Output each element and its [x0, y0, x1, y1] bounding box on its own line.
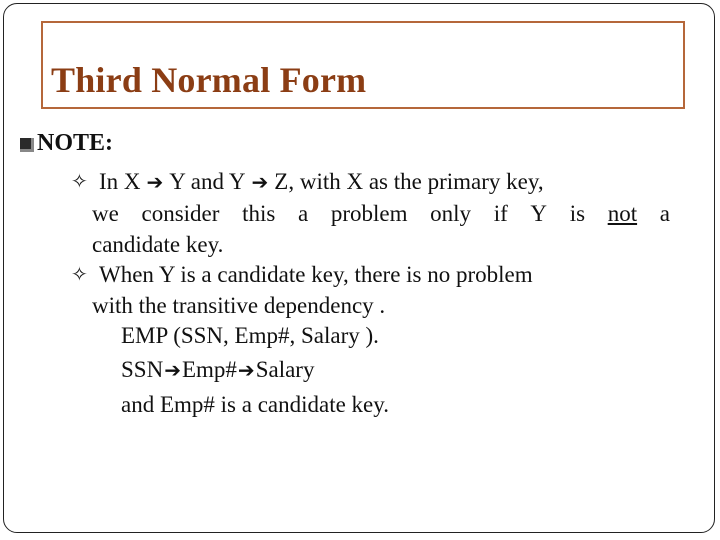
word: only	[430, 201, 472, 226]
bullet-2-line-2: with the transitive dependency .	[92, 293, 386, 318]
bullet-1-text-c: Z, with X as the primary key,	[274, 169, 544, 194]
word: a	[659, 201, 670, 226]
bullet-item-1	[71, 166, 671, 260]
bullet-1-text-a: In X	[99, 169, 141, 194]
diamond-bullet-icon: ✧	[71, 262, 88, 286]
right-arrow-icon: ➔	[237, 358, 255, 382]
bullet-1-text-b: Y and Y	[169, 169, 246, 194]
bullet-2-line-1: When Y is a candidate key, there is no problem	[99, 262, 533, 287]
dependency-ssn: SSN	[121, 357, 164, 382]
bullet-item-2	[71, 259, 671, 321]
word: this	[242, 201, 276, 226]
square-bullet-icon	[20, 138, 34, 152]
dependency-empnum: Emp#	[181, 357, 237, 382]
word: we	[92, 201, 119, 226]
right-arrow-icon: ➔	[164, 358, 181, 382]
bullet-1-line-1	[71, 166, 671, 198]
slide-title: Third Normal Form	[51, 60, 367, 100]
bullet-1-line-3: candidate key.	[92, 232, 224, 257]
note-label: NOTE:	[37, 130, 114, 156]
word: if	[493, 201, 508, 226]
diamond-bullet-icon: ✧	[71, 169, 88, 193]
word: problem	[330, 201, 408, 226]
note-heading	[20, 130, 113, 157]
underlined-word-not: not	[607, 201, 638, 226]
bullet-1-line-2	[71, 198, 670, 229]
example-dependency-chain	[121, 357, 314, 383]
word: Y	[530, 201, 548, 226]
example-conclusion: and Emp# is a candidate key.	[121, 392, 390, 417]
dependency-salary: Salary	[255, 357, 315, 382]
word: a	[297, 201, 309, 226]
example-emp-relation: EMP (SSN, Emp#, Salary ).	[121, 323, 379, 348]
word: is	[569, 201, 586, 226]
title-box	[41, 21, 685, 109]
right-arrow-icon: ➔	[146, 170, 164, 194]
word: consider	[141, 201, 220, 226]
right-arrow-icon: ➔	[251, 170, 269, 194]
